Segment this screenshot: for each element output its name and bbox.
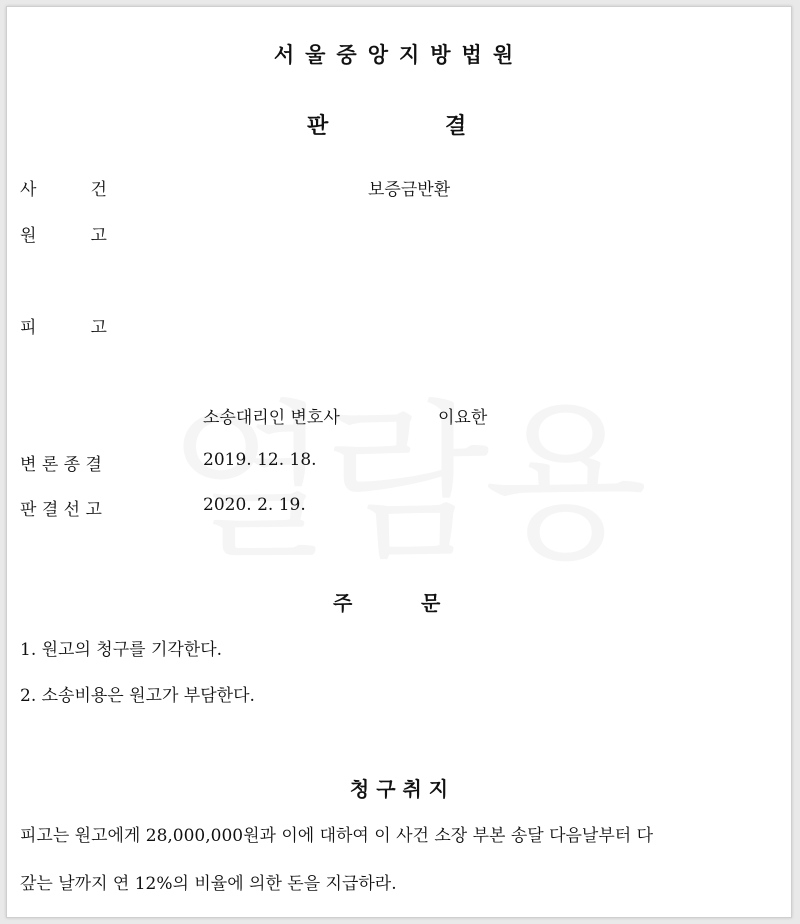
order-item: 2. 소송비용은 원고가 부담한다.	[20, 686, 255, 706]
case-label: 사 건	[20, 180, 107, 200]
ruling-label: 판 결 선 고	[20, 500, 102, 520]
claim-heading: 청 구 취 지	[349, 777, 449, 801]
verdict-title-left: 판	[307, 114, 329, 139]
order-heading-left: 주	[333, 591, 353, 615]
verdict-title-right: 결	[445, 114, 467, 139]
closing-label: 변 론 종 결	[20, 455, 102, 475]
closing-date: 2019. 12. 18.	[203, 450, 317, 470]
court-name: 서울중앙지방법원	[273, 43, 525, 67]
order-heading-right: 문	[421, 591, 441, 615]
counsel-title: 소송대리인 변호사	[203, 408, 340, 428]
claim-line: 피고는 원고에게 28,000,000원과 이에 대하여 이 사건 소장 부본 송달 다음날부터 다	[20, 826, 654, 846]
order-item: 1. 원고의 청구를 기각한다.	[20, 640, 223, 660]
ruling-date: 2020. 2. 19.	[203, 495, 306, 515]
plaintiff-label: 원 고	[20, 226, 107, 246]
claim-line: 갚는 날까지 연 12%의 비율에 의한 돈을 지급하라.	[20, 874, 397, 894]
document-page	[6, 6, 792, 918]
counsel-name: 이요한	[438, 408, 488, 428]
case-value: 보증금반환	[368, 180, 451, 200]
defendant-label: 피 고	[20, 318, 107, 338]
